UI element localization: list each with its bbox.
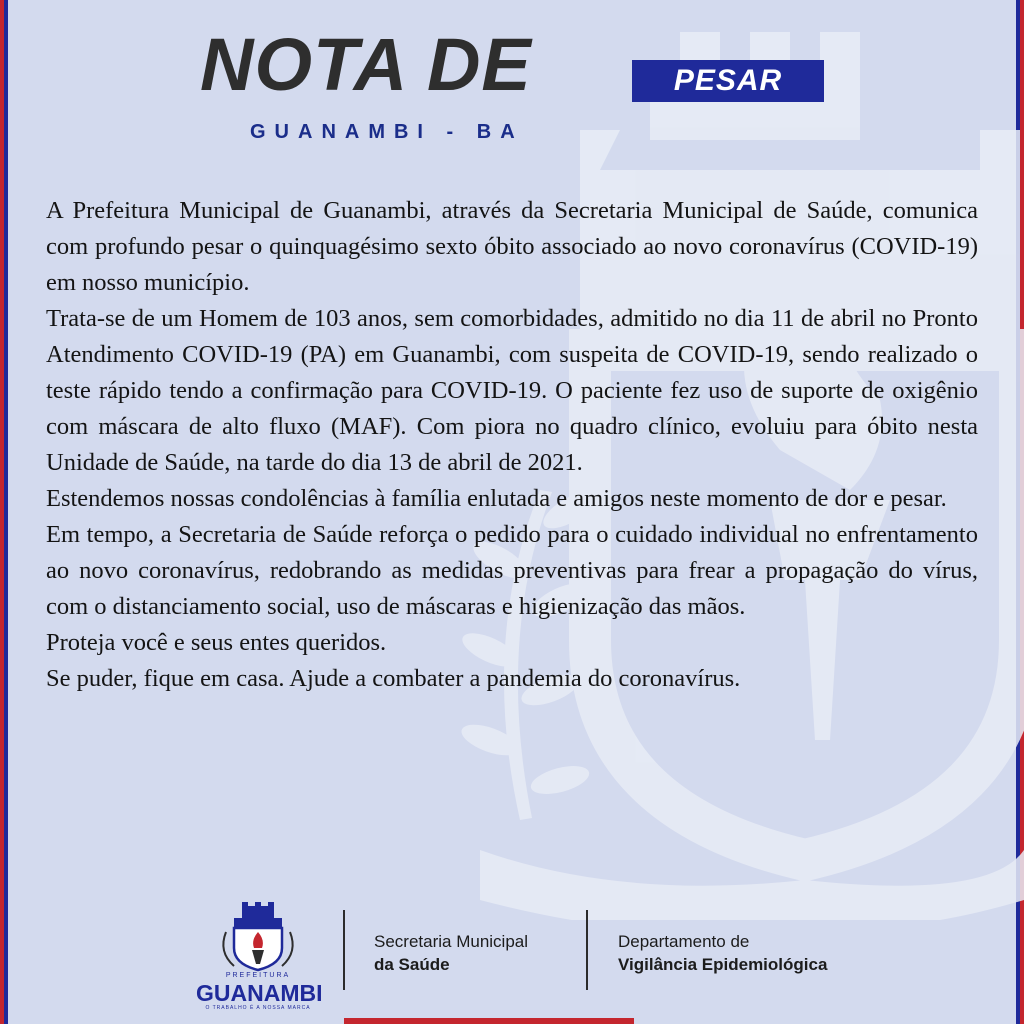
secretaria-line2: da Saúde [374,955,450,974]
departamento-line1: Departamento de [618,932,750,951]
logo-city-name: GUANAMBI [196,980,323,1006]
title-nota-de: NOTA DE [200,23,532,106]
footer-divider-1 [343,910,345,990]
note-body [46,193,978,697]
prefeitura-logo [196,902,323,1014]
departamento-vigilancia-label [618,930,827,976]
secretaria-saude-label [374,930,528,976]
city-crest-icon [196,902,320,972]
logo-motto: O TRABALHO É A NOSSA MARCA [205,1005,311,1011]
paragraph-announcement: A Prefeitura Municipal de Guanambi, através da Secretaria Municipal de Saúde, comunica com profundo pesar o quinquagésimo sexto óbito associado ao novo coronavírus (COVID-19) em nosso município. [46,197,978,296]
city-subtitle: GUANAMBI - BA [250,121,524,143]
paragraph-protect: Proteja você e seus entes queridos. [46,629,387,656]
footer-divider-2 [586,910,588,990]
paragraph-condolences: Estendemos nossas condolências à família enlutada e amigos neste momento de dor e pesar. [46,485,947,512]
title-pesar-badge: PESAR [632,60,824,102]
bottom-accent-bar [344,1018,634,1024]
paragraph-stay-home: Se puder, fique em casa. Ajude a combater a pandemia do coronavírus. [46,665,741,692]
paragraph-case-details: Trata-se de um Homem de 103 anos, sem comorbidades, admitido no dia 11 de abril no Pronto Atendimento COVID-19 (PA) em Guanambi, com suspeita de COVID-19, sendo realizado o teste rápido tendo a confirmação para COVID-19. O paciente fez uso de suporte de oxigênio com máscara de alto fluxo (MAF). Com piora no quadro clínico, evoluiu para óbito nesta Unidade de Saúde, na tarde do dia 13 de abril de 2021. [46,305,978,476]
paragraph-prevention: Em tempo, a Secretaria de Saúde reforça o pedido para o cuidado individual no enfrentamento ao novo coronavírus, redobrando as medidas preventivas para frear a propagação do vírus, com o distanciamento social, uso de máscaras e higienização das mãos. [46,521,978,620]
departamento-line2: Vigilância Epidemiológica [618,955,828,974]
secretaria-line1: Secretaria Municipal [374,932,529,951]
logo-prefeitura-label: PREFEITURA [225,972,291,979]
left-frame-bar [0,0,8,1024]
